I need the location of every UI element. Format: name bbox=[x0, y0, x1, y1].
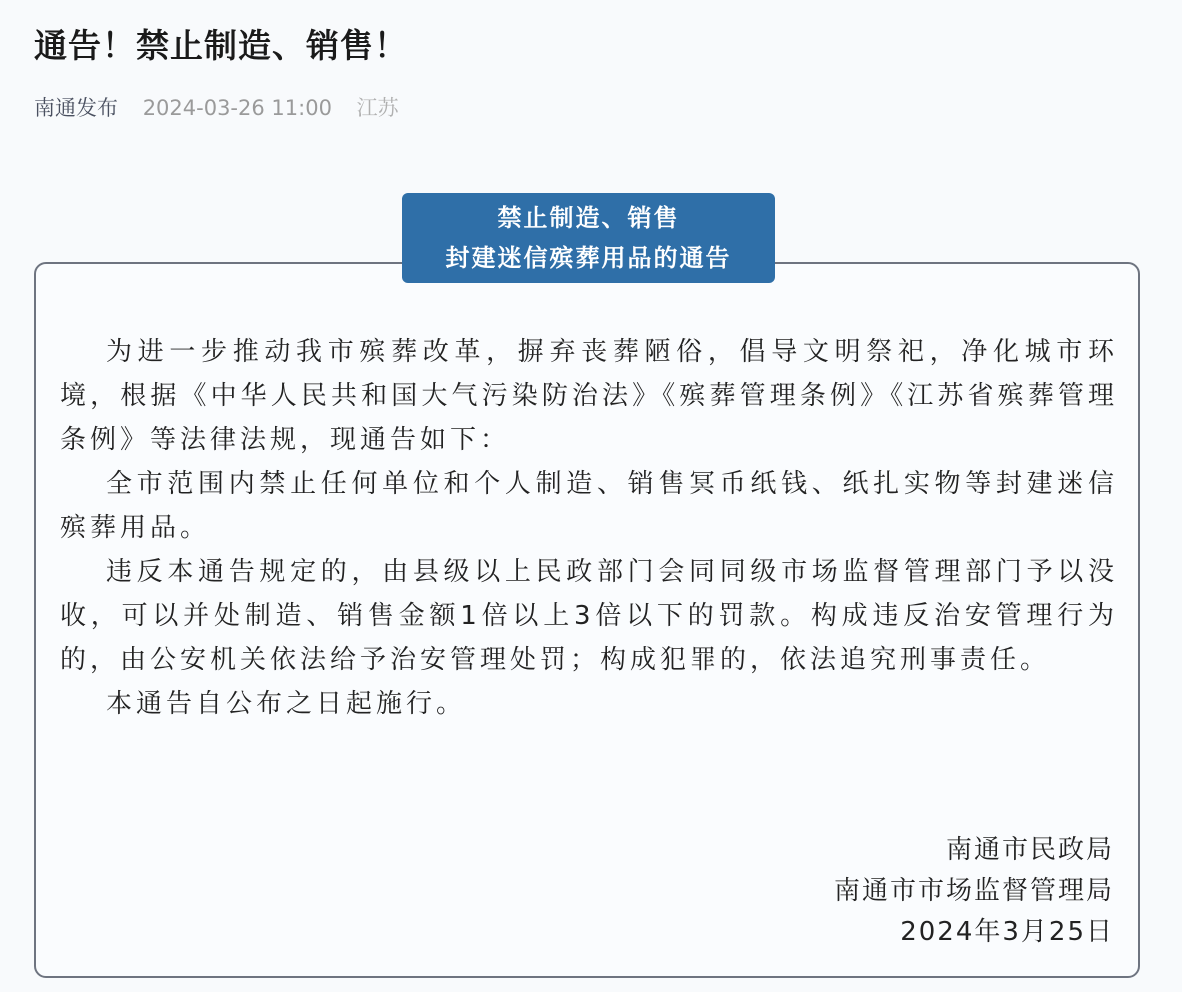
article-title: 通告！禁止制造、销售！ bbox=[34, 26, 408, 65]
notice-paragraph: 全市范围内禁止任何单位和个人制造、销售冥币纸钱、纸扎实物等封建迷信殡葬用品。 bbox=[60, 469, 1118, 543]
notice-banner bbox=[402, 193, 775, 283]
notice-date: 2024年3月25日 bbox=[900, 917, 1114, 947]
article-location: 江苏 bbox=[356, 96, 399, 120]
signatory: 南通市市场监督管理局 bbox=[833, 876, 1114, 906]
notice-paragraph: 违反本通告规定的，由县级以上民政部门会同同级市场监督管理部门予以没收，可以并处制造、销售金额1倍以上3倍以下的罚款。构成违反治安管理行为的，由公安机关依法给予治安管理处罚；构成犯罪的，依法追究刑事责任。 bbox=[60, 557, 1118, 675]
notice-signature bbox=[834, 830, 1114, 953]
banner-line-2: 封建迷信殡葬用品的通告 bbox=[445, 244, 732, 272]
article-meta bbox=[34, 92, 399, 122]
signatory: 南通市民政局 bbox=[945, 835, 1114, 865]
notice-paragraph: 为进一步推动我市殡葬改革，摒弃丧葬陋俗，倡导文明祭祀，净化城市环境，根据《中华人民共和国大气污染防治法》《殡葬管理条例》《江苏省殡葬管理条例》等法律法规，现通告如下： bbox=[60, 337, 1118, 455]
article-datetime: 2024-03-26 11:00 bbox=[142, 96, 332, 120]
notice-paragraph: 本通告自公布之日起施行。 bbox=[106, 689, 467, 719]
notice-body bbox=[60, 330, 1118, 726]
article-source[interactable]: 南通发布 bbox=[34, 96, 118, 120]
banner-line-1: 禁止制造、销售 bbox=[497, 204, 680, 232]
